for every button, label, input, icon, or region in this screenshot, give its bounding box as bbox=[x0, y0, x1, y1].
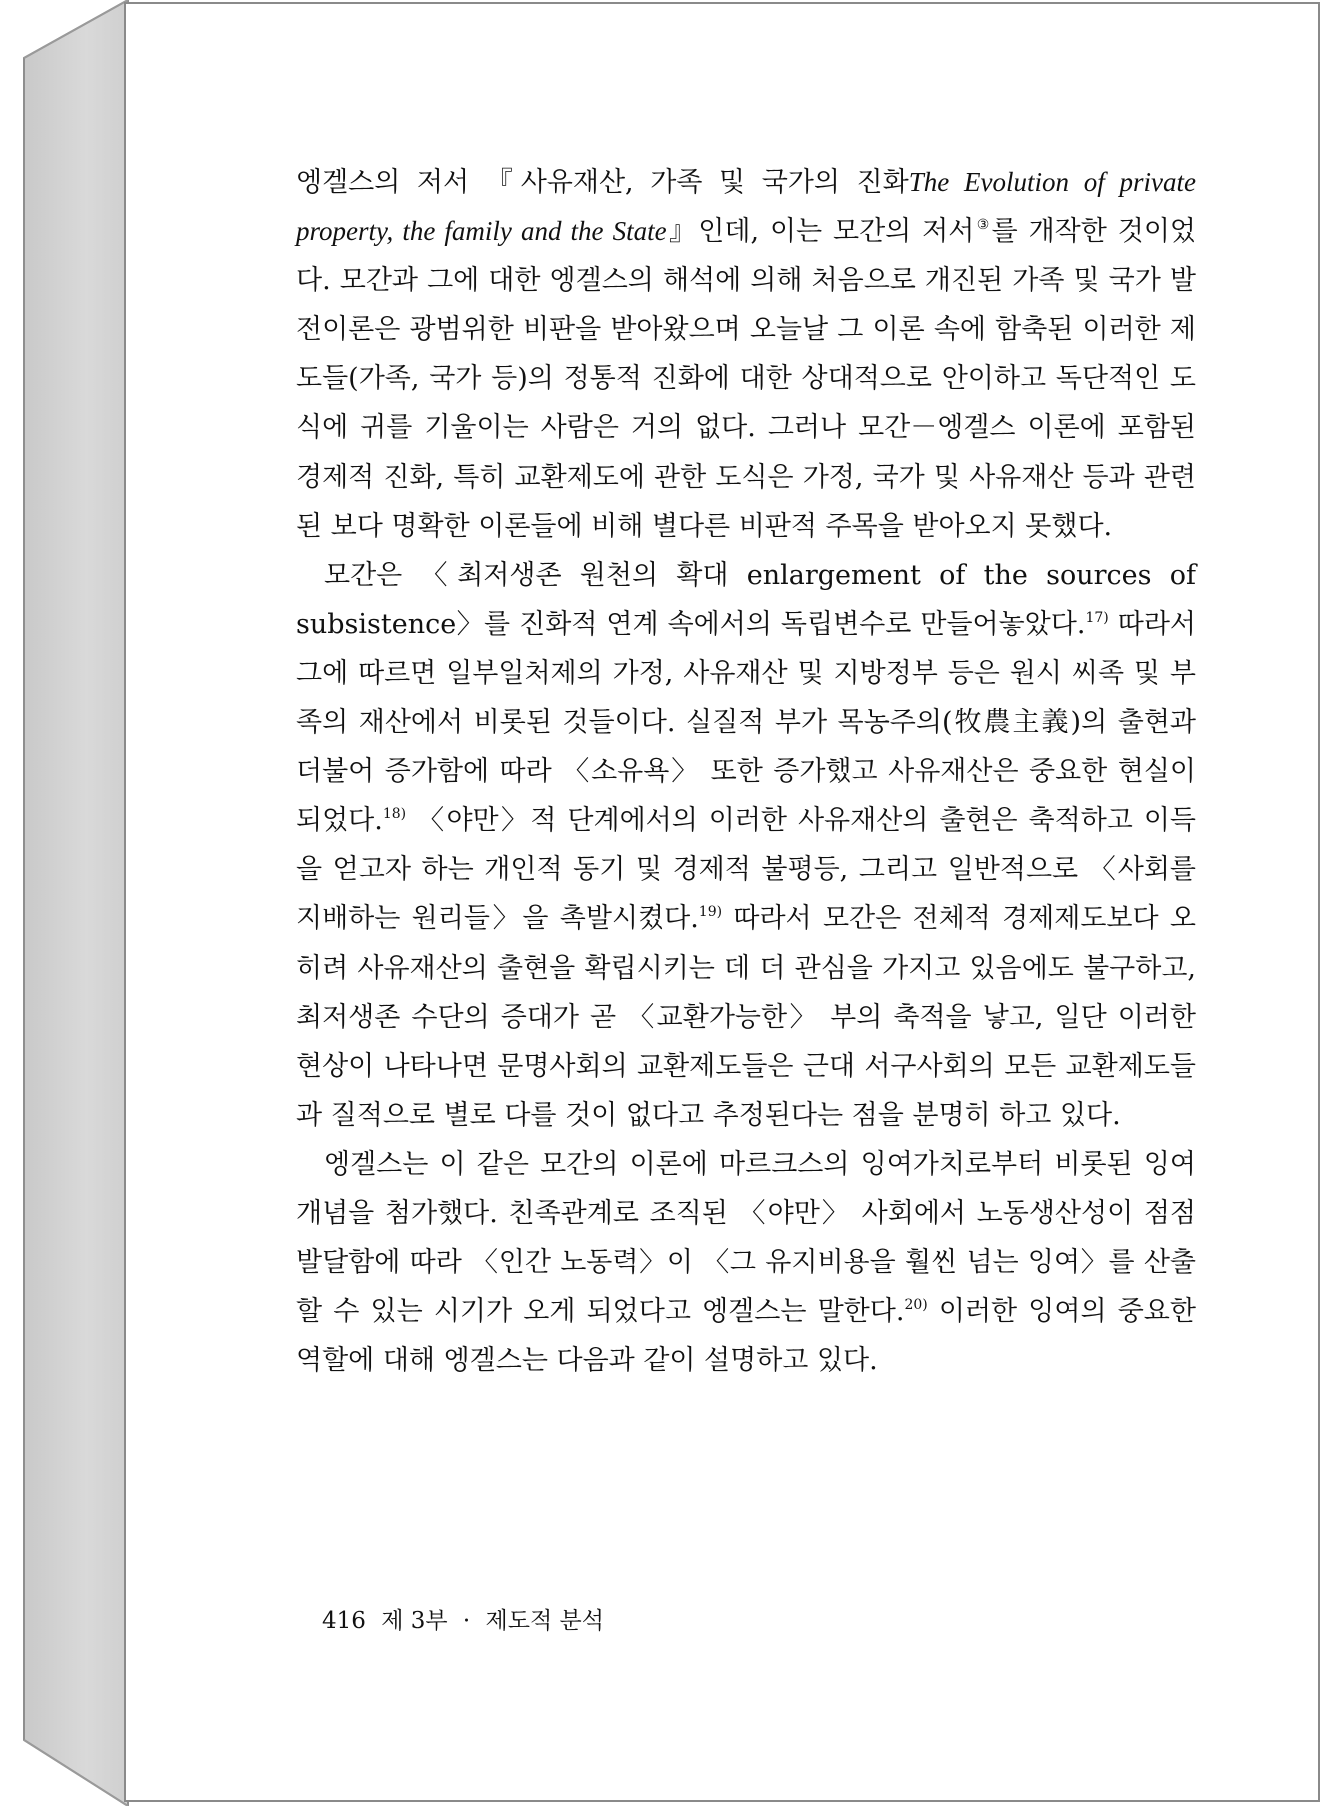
body-text bbox=[296, 158, 1196, 1385]
text-run: 엥겔스의 저서 『사유재산, 가족 및 국가의 진화 bbox=[296, 167, 909, 198]
footnote-marker: 17) bbox=[1085, 609, 1109, 626]
text-run: 따라서 모간은 전체적 경제제도보다 오히려 사유재산의 출현을 확립시키는 데 더 관심을 가지고 있음에도 불구하고, 최저생존 수단의 증대가 곧 〈교환가능한〉 부의 축적을 낳고, 일단 이러한 현상이 나타나면 문명사회의 교환제도들은 근대 서구사회의 모든 교환제도들과 질적으로 별로 다를 것이 없다고 추정된다는 점을 분명히 하고 있다. bbox=[296, 903, 1196, 1131]
paragraph bbox=[296, 1140, 1196, 1385]
text-run: 』인데, 이는 모간의 저서 bbox=[666, 216, 975, 248]
text-run: 따라서 그에 따르면 일부일처제의 가정, 사유재산 및 지방정부 등은 원시 씨족 및 부족의 재산에서 비롯된 것들이다. 실질적 부가 목농주의(牧農主義)의 출현과 더불어 증가함에 따라 〈소유욕〉 또한 증가했고 사유재산은 중요한 현실이 되었다. bbox=[296, 608, 1196, 837]
page-footer bbox=[322, 1602, 612, 1635]
paragraph bbox=[296, 158, 1196, 551]
footnote-marker: 19) bbox=[698, 904, 723, 921]
footnote-marker: 18) bbox=[382, 806, 407, 823]
section-title: 제도적 분석 bbox=[485, 1608, 604, 1634]
part-title: 제 3부 bbox=[381, 1608, 448, 1634]
footnote-marker: ③ bbox=[974, 217, 992, 234]
paragraph bbox=[296, 551, 1196, 1140]
footnote-marker: 20) bbox=[904, 1297, 928, 1314]
footer-separator: · bbox=[462, 1608, 471, 1634]
text-run: 엥겔스는 이 같은 모간의 이론에 마르크스의 잉여가치로부터 비롯된 잉여 개념을 첨가했다. 친족관계로 조직된 〈야만〉 사회에서 노동생산성이 점점 발달함에 따라 〈인간 노동력〉이 〈그 유지비용을 훨씬 넘는 잉여〉를 산출할 수 있는 시기가 오게 되었다고 엥겔스는 말한다. bbox=[296, 1148, 1196, 1328]
text-run: 를 개작한 것이었다. 모간과 그에 대한 엥겔스의 해석에 의해 처음으로 개진된 가족 및 국가 발전이론은 광범위한 비판을 받아왔으며 오늘날 그 이론 속에 함축된 이러한 제도들(가족, 국가 등)의 정통적 진화에 대한 상대적으로 안이하고 독단적인 도식에 귀를 기울이는 사람은 거의 없다. 그러나 모간－엥겔스 이론에 포함된 경제적 진화, 특히 교환제도에 관한 도식은 가정, 국가 및 사유재산 등과 관련된 보다 명확한 이론들에 비해 별다른 비판적 주목을 받아오지 못했다. bbox=[296, 216, 1196, 542]
text-run: 〈야만〉적 단계에서의 이러한 사유재산의 출현은 축적하고 이득을 얻고자 하는 개인적 동기 및 경제적 불평등, 그리고 일반적으로 〈사회를 지배하는 원리들〉을 촉발시켰다. bbox=[296, 805, 1196, 935]
english-title: The Evolution of private property, the family and the State bbox=[296, 167, 1196, 247]
page-number: 416 bbox=[322, 1608, 366, 1634]
text-run: 모간은 〈최저생존 원천의 확대 enlargement of the sources of subsistence〉를 진화적 연계 속에서의 독립변수로 만들어놓았다. bbox=[296, 559, 1196, 640]
text-run: 이러한 잉여의 중요한 역할에 대해 엥겔스는 다음과 같이 설명하고 있다. bbox=[296, 1296, 1196, 1377]
